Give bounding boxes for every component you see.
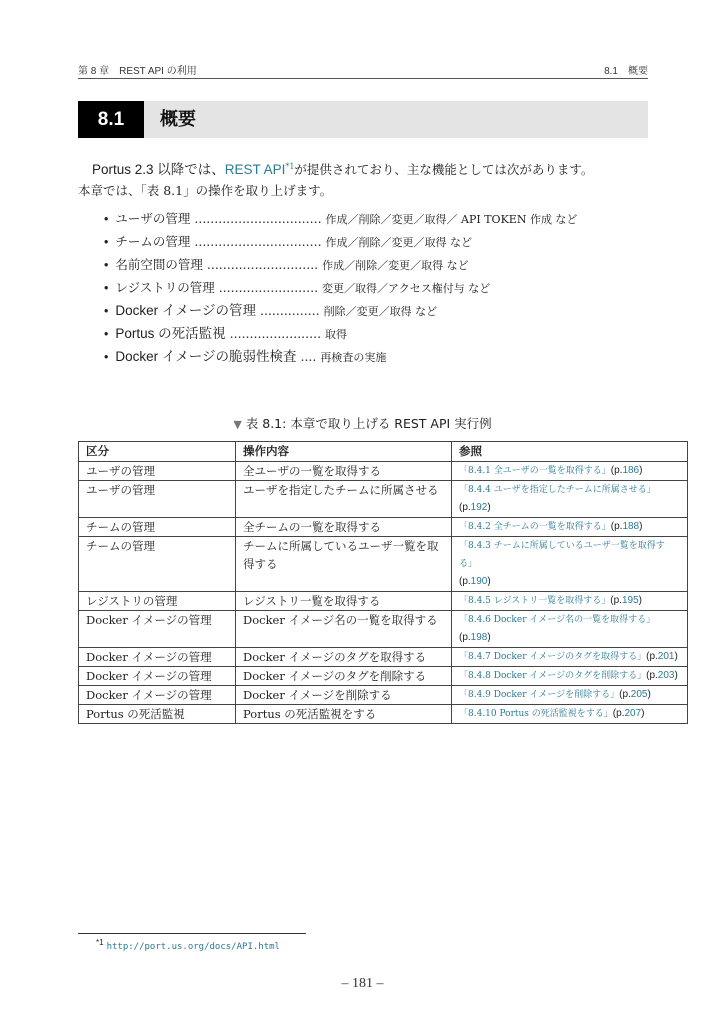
leader-dots: ............................ <box>206 257 319 272</box>
api-examples-table <box>78 441 688 724</box>
intro-paragraph-line2: 本章では、「表 8.1」の操作を取り上げます。 <box>78 183 333 198</box>
page-ref: (p.186) <box>610 465 643 476</box>
cell-operation: Docker イメージのタグを取得する <box>236 648 452 667</box>
column-header-operation: 操作内容 <box>236 442 452 462</box>
cell-category: チームの管理 <box>79 518 236 537</box>
list-item <box>104 232 577 255</box>
page-link[interactable]: 190 <box>470 576 488 587</box>
reference-link[interactable]: 「8.4.1 全ユーザの一覧を取得する」 <box>459 466 611 476</box>
bullet-icon: • <box>104 235 109 249</box>
feature-label: Portus の死活監視 <box>115 326 226 341</box>
feature-list <box>104 209 577 370</box>
feature-label: Docker イメージの脆弱性検査 <box>115 349 297 364</box>
table-row <box>79 686 688 705</box>
list-item <box>104 255 577 278</box>
page-link[interactable]: 203 <box>657 670 675 681</box>
reference-link[interactable]: 「8.4.2 全チームの一覧を取得する」 <box>459 522 611 532</box>
cell-operation: Docker イメージ名の一覧を取得する <box>236 611 452 648</box>
table-row <box>79 481 688 518</box>
reference-link[interactable]: 「8.4.8 Docker イメージのタグを削除する」 <box>459 671 647 681</box>
cell-operation: Docker イメージを削除する <box>236 686 452 705</box>
reference-link[interactable]: 「8.4.10 Portus の死活監視をする」 <box>459 709 613 719</box>
feature-label: ユーザの管理 <box>115 211 191 226</box>
page-ref: (p.205) <box>619 689 651 700</box>
table-row <box>79 705 688 724</box>
feature-label: レジストリの管理 <box>115 280 215 295</box>
leader-dots: ................................ <box>194 211 322 226</box>
feature-desc: 変更／取得／アクセス権付与 など <box>322 282 491 295</box>
cell-category: Docker イメージの管理 <box>79 686 236 705</box>
page-link[interactable]: 188 <box>622 521 640 532</box>
feature-label: Docker イメージの管理 <box>115 303 256 318</box>
section-number: 8.1 <box>78 101 144 138</box>
triangle-down-icon: ▼ <box>233 418 242 431</box>
cell-reference <box>452 481 688 518</box>
cell-reference <box>452 705 688 724</box>
table-row <box>79 611 688 648</box>
cell-category: Docker イメージの管理 <box>79 611 236 648</box>
feature-label: チームの管理 <box>115 234 191 249</box>
page-link[interactable]: 186 <box>622 465 640 476</box>
page-ref: (p.201) <box>646 651 678 662</box>
cell-reference <box>452 667 688 686</box>
footnote-ref[interactable]: *1 <box>285 161 295 171</box>
page-number: – 181 – <box>341 976 384 991</box>
page-link[interactable]: 195 <box>621 595 639 606</box>
cell-reference <box>452 518 688 537</box>
feature-desc: 取得 <box>325 328 348 341</box>
bullet-icon: • <box>104 212 109 226</box>
table-row <box>79 667 688 686</box>
feature-desc: 作成／削除／変更／取得 など <box>325 236 473 249</box>
page-ref: (p.203) <box>646 670 678 681</box>
bullet-icon: • <box>104 327 109 341</box>
footnote-mark: *1 <box>96 938 104 947</box>
page-link[interactable]: 192 <box>470 502 488 513</box>
page-link[interactable]: 207 <box>624 708 642 719</box>
cell-operation: 全ユーザの一覧を取得する <box>236 462 452 481</box>
table-row <box>79 462 688 481</box>
column-header-category: 区分 <box>79 442 236 462</box>
cell-operation: Portus の死活監視をする <box>236 705 452 724</box>
list-item <box>104 347 577 370</box>
list-item <box>104 301 577 324</box>
table-row <box>79 592 688 611</box>
feature-label: 名前空間の管理 <box>115 257 203 272</box>
cell-reference <box>452 537 688 592</box>
list-item <box>104 278 577 301</box>
cell-operation: レジストリ一覧を取得する <box>236 592 452 611</box>
cell-operation: 全チームの一覧を取得する <box>236 518 452 537</box>
intro-paragraph-line1 <box>92 158 593 178</box>
page-link[interactable]: 205 <box>630 689 648 700</box>
leader-dots: ......................... <box>218 280 319 295</box>
feature-desc: 削除／変更／取得 など <box>323 305 438 318</box>
table-caption-text: 表 8.1: 本章で取り上げる REST API 実行例 <box>245 416 492 431</box>
cell-operation: チームに所属しているユーザ一覧を取得する <box>236 537 452 592</box>
cell-operation: ユーザを指定したチームに所属させる <box>236 481 452 518</box>
feature-desc: 作成／削除／変更／取得／ API TOKEN 作成 など <box>325 213 578 226</box>
reference-link[interactable]: 「8.4.4 ユーザを指定したチームに所属させる」 <box>459 485 656 495</box>
cell-category: ユーザの管理 <box>79 481 236 518</box>
table-row <box>79 518 688 537</box>
cell-category: Portus の死活監視 <box>79 705 236 724</box>
cell-category: レジストリの管理 <box>79 592 236 611</box>
footnote <box>96 938 280 952</box>
section-heading <box>78 101 648 138</box>
cell-category: Docker イメージの管理 <box>79 648 236 667</box>
intro-prefix: Portus 2.3 以降では、 <box>92 162 225 177</box>
table-header-row <box>79 442 688 462</box>
cell-operation: Docker イメージのタグを削除する <box>236 667 452 686</box>
cell-reference <box>452 462 688 481</box>
bullet-icon: • <box>104 281 109 295</box>
page-ref: (p.190) <box>459 576 491 587</box>
section-title-header: 8.1 概要 <box>604 66 648 77</box>
cell-reference <box>452 592 688 611</box>
column-header-reference: 参照 <box>452 442 688 462</box>
leader-dots: .... <box>300 349 317 364</box>
page-ref: (p.207) <box>612 708 645 719</box>
cell-reference <box>452 648 688 667</box>
page-ref: (p.195) <box>610 595 642 606</box>
bullet-icon: • <box>104 258 109 272</box>
intro-suffix: が提供されており、主な機能としては次があります。 <box>294 162 594 177</box>
leader-dots: ............... <box>259 303 320 318</box>
cell-category: チームの管理 <box>79 537 236 592</box>
cell-category: ユーザの管理 <box>79 462 236 481</box>
reference-link[interactable]: 「8.4.7 Docker イメージのタグを取得する」 <box>459 652 647 662</box>
footnote-url-link[interactable]: http://port.us.org/docs/API.html <box>106 942 280 953</box>
reference-link[interactable]: 「8.4.9 Docker イメージを削除する」 <box>459 690 620 700</box>
cell-reference <box>452 611 688 648</box>
page-ref: (p.192) <box>459 502 491 513</box>
chapter-title: 第 8 章 REST API の利用 <box>78 66 197 77</box>
section-title: 概要 <box>160 109 196 130</box>
rest-api-link[interactable]: REST API <box>224 162 286 177</box>
footnote-divider <box>78 933 306 934</box>
page-ref: (p.198) <box>459 632 491 643</box>
reference-link[interactable]: 「8.4.5 レジストリ一覧を取得する」 <box>459 596 611 606</box>
page-link[interactable]: 201 <box>657 651 675 662</box>
feature-desc: 再検査の実施 <box>320 351 387 364</box>
running-header <box>78 62 648 79</box>
table-row <box>79 648 688 667</box>
leader-dots: ....................... <box>229 326 322 341</box>
leader-dots: ................................ <box>194 234 322 249</box>
cell-reference <box>452 686 688 705</box>
table-caption <box>0 414 725 432</box>
page-link[interactable]: 198 <box>470 632 488 643</box>
list-item <box>104 324 577 347</box>
reference-link[interactable]: 「8.4.6 Docker イメージ名の一覧を取得する」 <box>459 615 656 625</box>
bullet-icon: • <box>104 304 109 318</box>
table-row <box>79 537 688 592</box>
reference-link[interactable]: 「8.4.3 チームに所属しているユーザ一覧を取得する」 <box>459 541 665 569</box>
feature-desc: 作成／削除／変更／取得 など <box>322 259 469 272</box>
page-ref: (p.188) <box>610 521 643 532</box>
list-item <box>104 209 577 232</box>
cell-category: Docker イメージの管理 <box>79 667 236 686</box>
bullet-icon: • <box>104 350 109 364</box>
